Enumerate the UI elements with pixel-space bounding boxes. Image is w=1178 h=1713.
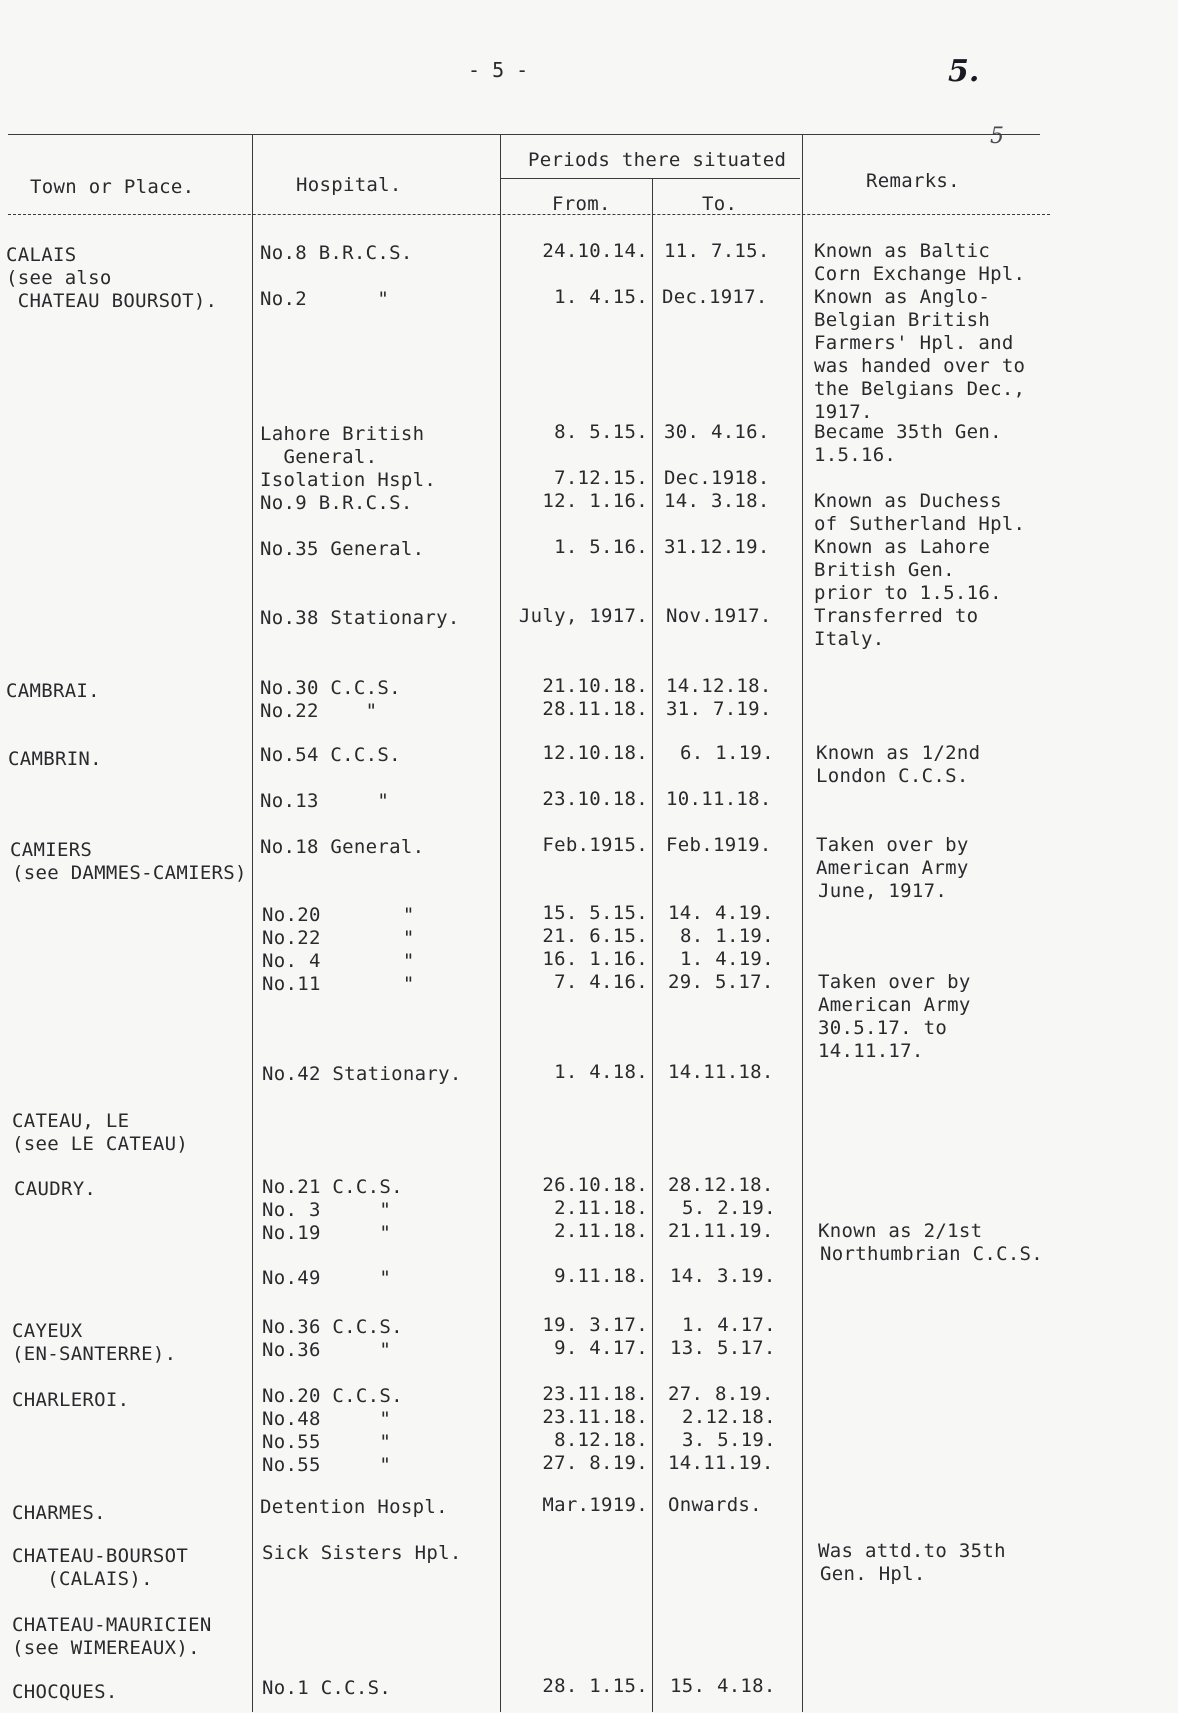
place-calais-1: CALAIS [6,244,77,266]
from-date: 21.10.18. [542,675,648,697]
from-date: 24.10.14. [542,240,648,262]
header-hospital: Hospital. [296,174,402,196]
from-date: 28.11.18. [542,698,648,720]
to-date: 6. 1.19. [680,742,774,764]
header-town: Town or Place. [30,176,195,198]
remark-line: Known as Duchess [814,490,1002,512]
from-date: July, 1917. [518,605,648,627]
place-chateau-boursot-2: (CALAIS). [12,1568,153,1590]
from-date: 26.10.18. [542,1174,648,1196]
to-date: 14.11.18. [668,1061,774,1083]
to-date: 30. 4.16. [664,421,770,443]
hospital-cell: No.9 B.R.C.S. [260,492,413,514]
place-charleroi: CHARLEROI. [12,1389,130,1411]
place-cateau-2: (see LE CATEAU) [12,1133,189,1155]
hospital-cell: No.48 " [262,1408,392,1430]
to-date: 3. 5.19. [682,1429,776,1451]
to-date: 14. 3.18. [664,490,770,512]
to-date: 14.12.18. [666,675,772,697]
header-remarks: Remarks. [866,170,960,192]
remark-line: 30.5.17. to [818,1017,948,1039]
to-date: 31. 7.19. [666,698,772,720]
to-date: 2.12.18. [682,1406,776,1428]
hospital-cell: Isolation Hspl. [260,469,437,491]
to-date: 21.11.19. [668,1220,774,1242]
hospital-cell: No.19 " [262,1222,392,1244]
from-date: 2.11.18. [554,1197,648,1219]
hospital-cell: No.13 " [260,790,390,812]
remark-line: Known as Baltic [814,240,991,262]
remark-line: Known as Lahore [814,536,991,558]
remark-line: Known as 1/2nd [816,742,981,764]
remark-line: Became 35th Gen. [814,421,1002,443]
place-cambrin: CAMBRIN. [8,748,102,770]
hospital-cell: No.54 C.C.S. [260,744,401,766]
hospital-cell: No.1 C.C.S. [262,1677,392,1699]
place-cateau-1: CATEAU, LE [12,1110,130,1132]
remark-line: Gen. Hpl. [820,1563,926,1585]
from-date: 23.11.18. [542,1383,648,1405]
col-divider-hospital [500,134,501,1712]
to-date: 27. 8.19. [668,1383,774,1405]
hospital-cell: No.20 " [262,904,415,926]
to-date: 1. 4.17. [682,1314,776,1336]
place-camiers-2: (see DAMMES-CAMIERS) [12,862,247,884]
to-date: 13. 5.17. [670,1337,776,1359]
place-chateau-mauricien-2: (see WIMEREAUX). [12,1637,200,1659]
hospital-cell: No.36 C.C.S. [262,1316,403,1338]
from-date: 8.12.18. [554,1429,648,1451]
to-date: Nov.1917. [666,605,772,627]
hospital-cell: No.11 " [262,973,415,995]
remark-line: 1.5.16. [814,444,897,466]
place-calais-3: CHATEAU BOURSOT). [6,290,218,312]
remark-line: Italy. [814,628,885,650]
from-date: 23.11.18. [542,1406,648,1428]
header-from: From. [552,193,611,215]
to-date: 5. 2.19. [682,1197,776,1219]
remark-line: Known as Anglo- [814,286,991,308]
place-charmes: CHARMES. [12,1502,106,1524]
periods-subrule [500,178,800,179]
hospital-cell: Sick Sisters Hpl. [262,1542,462,1564]
col-divider-from [652,178,653,1712]
remark-line: Belgian British [814,309,991,331]
to-date: Onwards. [668,1494,762,1516]
hospital-cell: No.55 " [262,1431,392,1453]
hospital-cell: No.20 C.C.S. [262,1385,403,1407]
table-top-rule [8,134,1040,135]
from-date: 1. 4.18. [554,1061,648,1083]
header-to: To. [702,193,738,215]
hospital-cell: No.8 B.R.C.S. [260,242,413,264]
hospital-cell: No.2 " [260,288,390,310]
hospital-cell: No.36 " [262,1339,392,1361]
from-date: 27. 8.19. [542,1452,648,1474]
hospital-cell: No.35 General. [260,538,425,560]
hospital-cell: No.55 " [262,1454,392,1476]
hospital-cell: No. 4 " [262,950,415,972]
remark-line: Taken over by [816,834,969,856]
remark-line: Known as 2/1st [818,1220,983,1242]
place-calais-2: (see also [6,267,112,289]
remark-line: Northumbrian C.C.S. [820,1243,1044,1265]
handwritten-page-mark: 5. [948,54,980,89]
to-date: Dec.1918. [664,467,770,489]
col-divider-town [252,134,253,1712]
remark-line: of Sutherland Hpl. [814,513,1026,535]
place-cayeux-1: CAYEUX [12,1320,83,1342]
handwritten-small-mark: 5 [990,124,1004,149]
to-date: 14.11.19. [668,1452,774,1474]
remark-line: was handed over to [814,355,1026,377]
hospital-cell: No.22 " [260,700,378,722]
from-date: 12. 1.16. [542,490,648,512]
to-date: 14. 4.19. [668,902,774,924]
hospital-cell: No.30 C.C.S. [260,677,401,699]
hospital-cell: No.38 Stationary. [260,607,460,629]
remark-line: Corn Exchange Hpl. [814,263,1026,285]
place-camiers-1: CAMIERS [10,839,93,861]
remark-line: Transferred to [814,605,979,627]
place-cambrai: CAMBRAI. [6,680,100,702]
from-date: 16. 1.16. [542,948,648,970]
page-number: - 5 - [468,58,529,82]
hospital-cell: General. [260,446,378,468]
remark-line: Was attd.to 35th [818,1540,1006,1562]
remark-line: American Army [816,857,969,879]
hospital-cell: No.49 " [262,1267,392,1289]
header-bottom-rule [8,214,1050,215]
to-date: 11. 7.15. [664,240,770,262]
to-date: Dec.1917. [662,286,768,308]
to-date: 29. 5.17. [668,971,774,993]
hospital-cell: No.18 General. [260,836,425,858]
from-date: 21. 6.15. [542,925,648,947]
to-date: 15. 4.18. [670,1675,776,1697]
from-date: 15. 5.15. [542,902,648,924]
place-caudry: CAUDRY. [14,1178,97,1200]
to-date: 1. 4.19. [680,948,774,970]
from-date: Mar.1919. [542,1494,648,1516]
from-date: 1. 4.15. [554,286,648,308]
from-date: 19. 3.17. [542,1314,648,1336]
remark-line: June, 1917. [818,880,948,902]
remark-line: Taken over by [818,971,971,993]
header-periods: Periods there situated [528,149,787,171]
to-date: Feb.1919. [666,834,772,856]
remark-line: prior to 1.5.16. [814,582,1002,604]
remark-line: the Belgians Dec., [814,378,1026,400]
hospital-cell: No.21 C.C.S. [262,1176,403,1198]
remark-line: 1917. [814,401,873,423]
hospital-cell: Detention Hospl. [260,1496,448,1518]
from-date: 7.12.15. [554,467,648,489]
col-divider-to [802,134,803,1712]
from-date: 28. 1.15. [542,1675,648,1697]
remark-line: American Army [818,994,971,1016]
remark-line: 14.11.17. [818,1040,924,1062]
from-date: 9. 4.17. [554,1337,648,1359]
from-date: 12.10.18. [542,742,648,764]
hospital-cell: Lahore British [260,423,425,445]
to-date: 10.11.18. [666,788,772,810]
hospital-cell: No. 3 " [262,1199,392,1221]
to-date: 28.12.18. [668,1174,774,1196]
from-date: Feb.1915. [542,834,648,856]
from-date: 7. 4.16. [554,971,648,993]
to-date: 8. 1.19. [680,925,774,947]
from-date: 8. 5.15. [554,421,648,443]
from-date: 1. 5.16. [554,536,648,558]
place-chocques: CHOCQUES. [12,1681,118,1703]
remark-line: British Gen. [814,559,955,581]
remark-line: Farmers' Hpl. and [814,332,1014,354]
from-date: 2.11.18. [554,1220,648,1242]
remark-line: London C.C.S. [816,765,969,787]
from-date: 9.11.18. [554,1265,648,1287]
from-date: 23.10.18. [542,788,648,810]
place-chateau-mauricien-1: CHATEAU-MAURICIEN [12,1614,212,1636]
hospital-cell: No.42 Stationary. [262,1063,462,1085]
place-cayeux-2: (EN-SANTERRE). [12,1343,177,1365]
to-date: 31.12.19. [664,536,770,558]
place-chateau-boursot-1: CHATEAU-BOURSOT [12,1545,189,1567]
hospital-cell: No.22 " [262,927,415,949]
to-date: 14. 3.19. [670,1265,776,1287]
